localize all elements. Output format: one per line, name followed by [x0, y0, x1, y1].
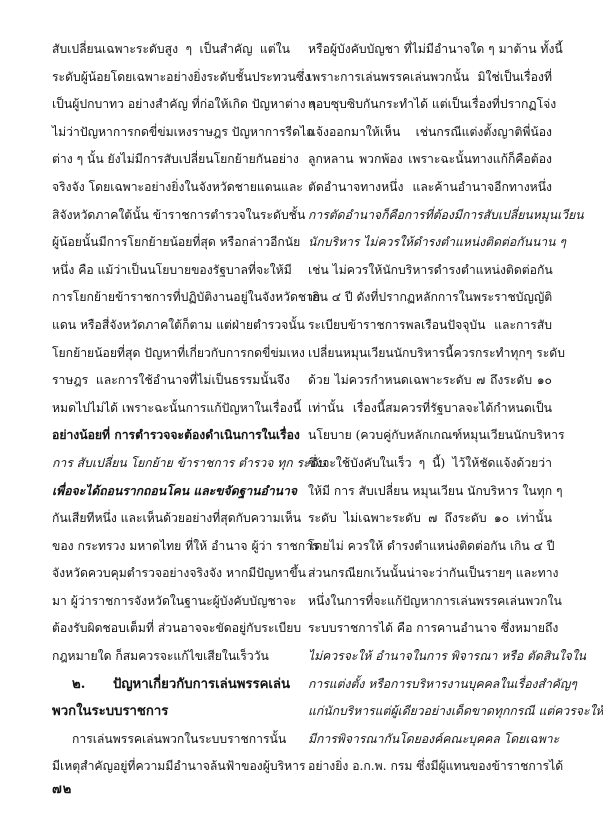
text-line: โยกย้ายน้อยที่สุด ปัญหาที่เกี่ยวกับการกดขี่ข่มเหง — [52, 345, 305, 360]
text-line-emphasis: การ สับเปลี่ยน โยกย้าย ข้าราชการ ตำรวจ ทุก ระดับ — [52, 455, 326, 470]
text-line: เป็นผู้ปกบาทว อย่างสำคัญ ที่ก่อให้เกิด ปัญหาต่าง ๆ — [52, 97, 316, 112]
text-line: ของ กระทรวง มหาดไทย ที่ให้ อำนาจ ผู้ว่า ราชการ — [52, 538, 319, 553]
text-line: การเล่นพรรคเล่นพวกในระบบราชการนั้น — [72, 731, 287, 746]
text-line: อย่างยิ่ง อ.ก.พ. กรม ซึ่งมีผู้แทนของข้าราชการได้ — [308, 759, 564, 774]
text-line-emphasis: ไม่ควรจะให้ อำนาจในการ พิจารณา หรือ ตัดสินใจใน — [308, 649, 586, 664]
text-line: การโยกย้ายข้าราชการที่ปฏิบัติงานอยู่ในจังหวัดชาย — [52, 290, 321, 305]
text-line: ผู้น้อยนั้นมีการโยกย้ายน้อยที่สุด หรือกล่าวอีกนัย — [52, 235, 301, 250]
text-line-emphasis: เพื่อจะได้ถอนรากถอนโคน และขจัดฐานอำนาจ — [52, 483, 297, 498]
text-line: ส่วนกรณียกเว้นนั้นน่าจะว่ากันเป็นรายๆ และทาง — [308, 566, 559, 581]
text-line: เกิน ๔ ปี ดังที่ปรากฏหลักการในพระราชบัญญัติ — [308, 290, 553, 305]
text-line: ต้องรับผิดชอบเต็มที่ ส่วนอาจจะขัดอยู่กับระเบียบ — [52, 621, 302, 636]
text-line: นโยบาย (ควบคู่กับหลักเกณฑ์หมุนเวียนนักบริหาร — [308, 428, 565, 443]
text-line: ไม่ว่าปัญหาการกดขี่ข่มเหงราษฎร ปัญหาการรีดไถ — [52, 124, 314, 139]
text-line: หรือผู้บังคับบัญชา ที่ไม่มีอำนาจใด ๆ มาต้าน ทั้งนี้ — [308, 42, 563, 56]
text-line-emphasis: แก่นักบริหารแต่ผู้เดียวอย่างเด็ดขาดทุกกรณี แต่ควรจะให้ — [308, 704, 603, 719]
text-line: ตัดอำนาจทางหนึ่ง และค้านอำนาจอีกทางหนึ่ง — [308, 179, 552, 194]
text-line: ระดับผู้น้อยโดยเฉพาะอย่างยิ่งระดับชั้นประทวนซึ่ง — [52, 69, 311, 84]
text-line-emphasis: การแต่งตั้ง หรือการบริหารงานบุคคลในเรื่องสำคัญๆ — [308, 676, 577, 691]
text-line: ด้วย ไม่ควรกำหนดเฉพาะระดับ ๗ ถึงระดับ ๑๐ — [308, 373, 552, 388]
text-line: ต่าง ๆ นั้น ยังไม่มีการสับเปลี่ยนโยกย้ายกันอย่าง — [52, 152, 299, 167]
text-line-emphasis: การตัดอำนาจก็คือการที่ต้องมีการสับเปลี่ยนหมุนเวียน — [308, 207, 584, 222]
text-line: เปลี่ยนหมุนเวียนนักบริหารนี้ควรกระทำทุกๆ ระดับ — [308, 345, 565, 360]
text-line: ซึ่งจะใช้บังคับในเร็ว ๆ นี้) ไว้ให้ชัดแจ้งด้วยว่า — [308, 455, 552, 470]
text-line: โดยไม่ ควรให้ ดำรงตำแหน่งติดต่อกัน เกิน ๔ ปี — [308, 538, 555, 553]
right-column — [308, 36, 603, 781]
text-line: หนึ่ง คือ แม้ว่าเป็นนโยบายของรัฐบาลที่จะให้มี — [52, 262, 292, 277]
text-line-emphasis: อย่างน้อยที่ การตำรวจจะต้องดำเนินการในเรื่อง — [52, 428, 300, 443]
text-line: เท่านั้น เรื่องนี้สมควรที่รัฐบาลจะได้กำหนดเป็น — [308, 400, 552, 415]
page-number: ๗๒ — [52, 782, 73, 797]
text-line: ระบบราชการได้ คือ การคานอำนาจ ซึ่งหมายถึง — [308, 621, 559, 636]
text-line: ระดับ ไม่เฉพาะระดับ ๗ ถึงระดับ ๑๐ เท่านั้น — [308, 511, 552, 526]
text-line: มา ผู้ว่าราชการจังหวัดในฐานะผู้บังคับบัญชาจะ — [52, 593, 297, 608]
text-line: หมดไปไม่ได้ เพราะฉะนั้นการแก้ปัญหาในเรื่องนี้ — [52, 400, 302, 415]
text-line: ให้มี การ สับเปลี่ยน หมุนเวียน นักบริหาร ในทุก ๆ — [308, 483, 563, 498]
text-line: สิจังหวัดภาคใต้นั้น ข้าราชการตำรวจในระดับชั้น — [52, 207, 306, 222]
section-heading: ๒. ปัญหาเกี่ยวกับการเล่นพรรคเล่น — [72, 676, 290, 692]
section-heading: พวกในระบบราชการ — [52, 704, 169, 720]
text-line: จริงจัง โดยเฉพาะอย่างยิ่งในจังหวัดชายแดนและ — [52, 179, 303, 194]
text-line: แจ้งออกมาให้เห็น เช่นกรณีแต่งตั้งญาติพี่น้อง — [308, 124, 552, 139]
text-line: เช่น ไม่ควรให้นักบริหารดำรงตำแหน่งติดต่อกัน — [308, 262, 553, 277]
left-column — [52, 36, 326, 781]
text-line: ลูกหลาน พวกพ้อง เพราะฉะนั้นทางแก้ก็คือต้อง — [308, 152, 552, 167]
text-line: เพราะการเล่นพรรคเล่นพวกนั้น มิใช่เป็นเรื่องที่ — [308, 69, 552, 84]
text-line: หนึ่งในการที่จะแก้ปัญหาการเล่นพรรคเล่นพวกใน — [308, 593, 562, 608]
text-line: มีเหตุสำคัญอยู่ที่ความมีอำนาจล้นฟ้าของผู้บริหาร — [52, 759, 306, 774]
text-line: แอบซุบซิบกันกระทำได้ แต่เป็นเรื่องที่ปรากฏโจ่ง — [308, 97, 557, 112]
text-line: จังหวัดควบคุมตำรวจอย่างจริงจัง หากมีปัญหาขึ้น — [52, 566, 306, 581]
text-line: กันเสียทีหนึ่ง และเห็นด้วยอย่างที่สุดกับความเห็น — [52, 511, 302, 526]
text-line-emphasis: นักบริหาร ไม่ควรให้ดำรงตำแหน่งติดต่อกันนาน ๆ — [308, 235, 566, 250]
text-line: ราษฎร และการใช้อำนาจที่ไม่เป็นธรรมนั้นจึง — [52, 373, 290, 388]
text-line-emphasis: มีการพิจารณากันโดยองค์คณะบุคคล โดยเฉพาะ — [308, 731, 560, 746]
text-line: แดน หรือสี่จังหวัดภาคใต้ก็ตาม แต่ฝ่ายตำรวจนั้น — [52, 317, 305, 332]
text-line: ระเบียบข้าราชการพลเรือนปัจจุบัน และการสับ — [308, 317, 552, 332]
text-line: กฎหมายใด ก็สมควรจะแก้ไขเสียในเร็ววัน — [52, 649, 269, 664]
text-line: สับเปลี่ยนเฉพาะระดับสูง ๆ เป็นสำคัญ แต่ใน — [52, 42, 290, 56]
